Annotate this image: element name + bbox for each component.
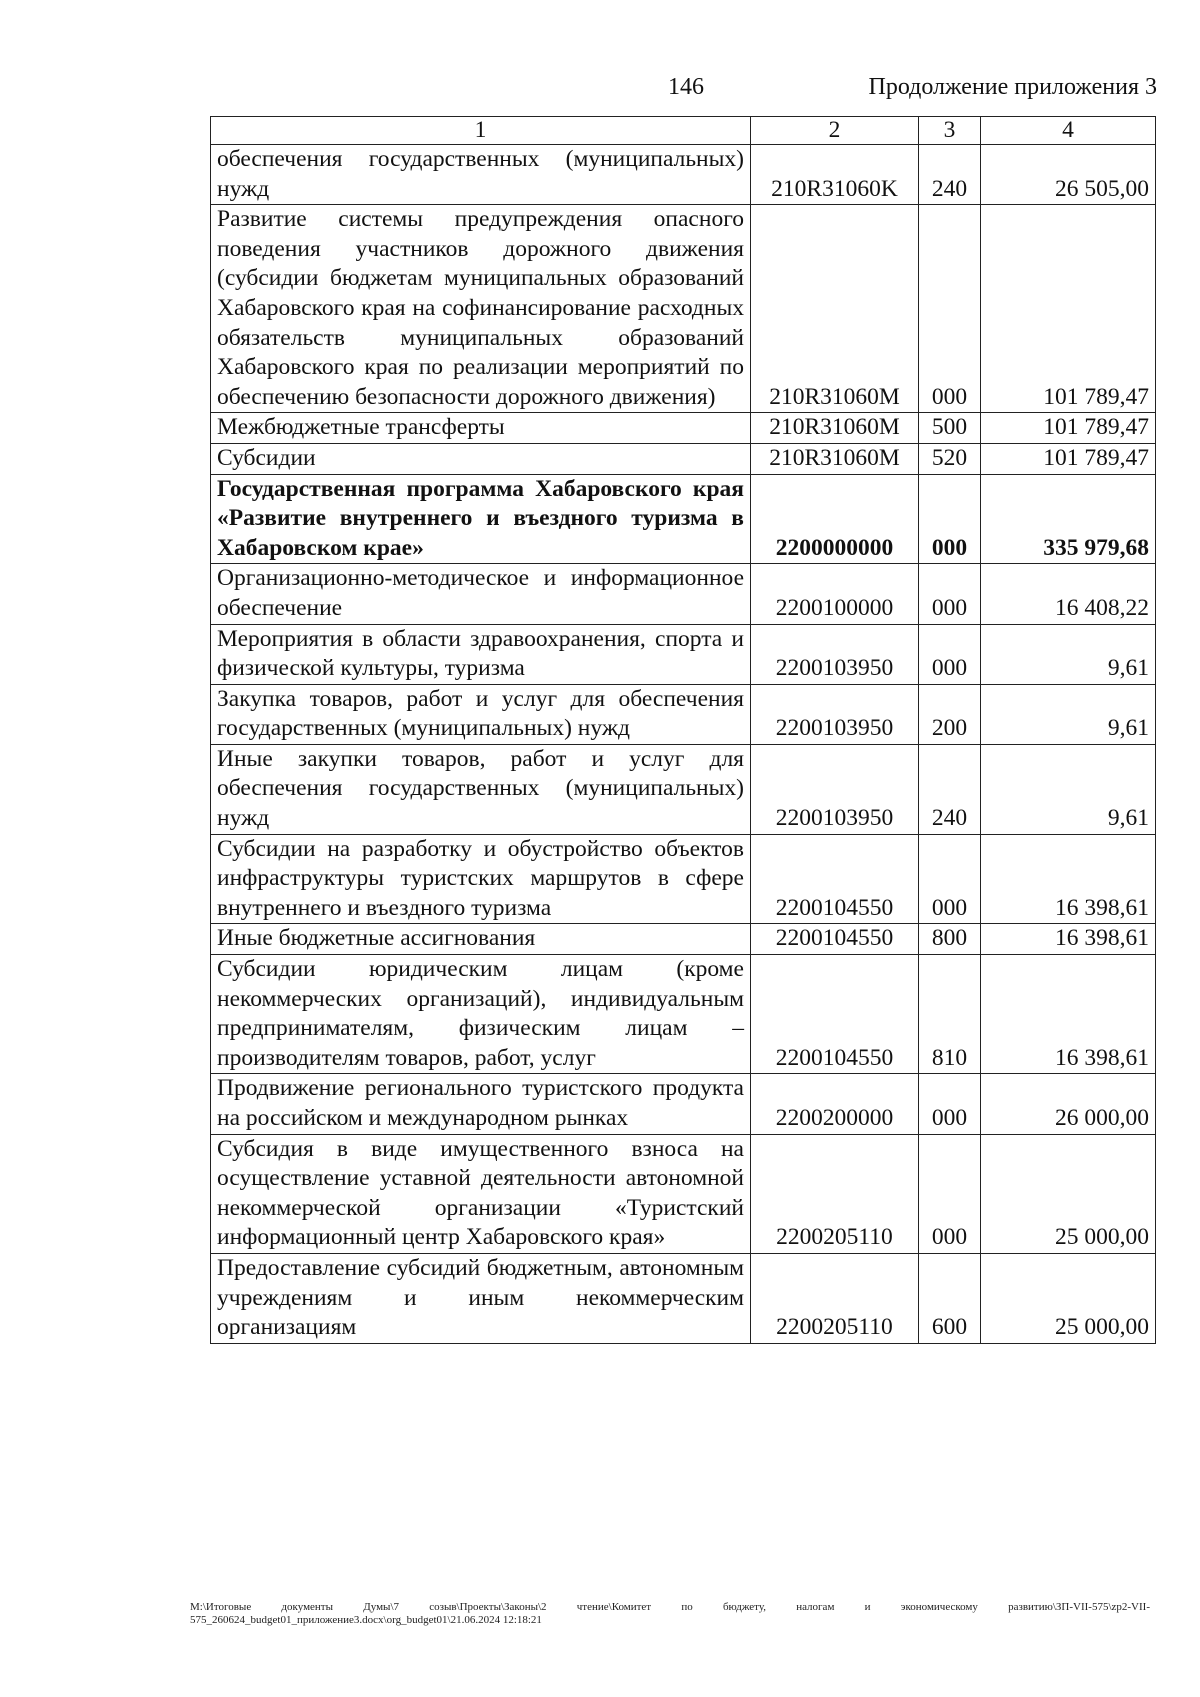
row-name-cell: Закупка товаров, работ и услуг для обеспечения государственных (муниципальных) нужд <box>211 684 751 744</box>
row-name-cell: Предоставление субсидий бюджетным, автономным учреждениям и иным некоммерческим организациям <box>211 1253 751 1343</box>
row-amount-cell: 25 000,00 <box>981 1253 1156 1343</box>
row-type-cell: 240 <box>919 744 981 834</box>
column-header-4: 4 <box>981 117 1156 145</box>
row-code-cell: 2200205110 <box>751 1134 919 1253</box>
page-number: 146 <box>668 74 704 100</box>
table-row <box>211 1134 1156 1253</box>
row-type-cell: 000 <box>919 1074 981 1134</box>
row-type-cell: 240 <box>919 145 981 205</box>
table-row <box>211 624 1156 684</box>
row-amount-cell: 335 979,68 <box>981 474 1156 564</box>
table-row <box>211 413 1156 444</box>
row-amount-cell: 16 398,61 <box>981 924 1156 955</box>
row-amount-cell: 101 789,47 <box>981 443 1156 474</box>
column-header-1: 1 <box>211 117 751 145</box>
row-code-cell: 2200205110 <box>751 1253 919 1343</box>
row-code-cell: 2200103950 <box>751 744 919 834</box>
table-row <box>211 205 1156 413</box>
row-code-cell: 2200103950 <box>751 684 919 744</box>
row-name-cell: Субсидия в виде имущественного взноса на осуществление уставной деятельности автономной некоммерческой организации «Туристский информационный центр Хабаровского края» <box>211 1134 751 1253</box>
appendix-continuation-title: Продолжение приложения 3 <box>868 74 1157 100</box>
row-name-cell: Иные закупки товаров, работ и услуг для обеспечения государственных (муниципальных) нужд <box>211 744 751 834</box>
row-code-cell: 210R31060M <box>751 205 919 413</box>
row-amount-cell: 16 398,61 <box>981 834 1156 924</box>
row-code-cell: 2200100000 <box>751 564 919 624</box>
row-name-cell: Субсидии на разработку и обустройство объектов инфраструктуры туристских маршрутов в сфере внутреннего и въездного туризма <box>211 834 751 924</box>
row-amount-cell: 26 505,00 <box>981 145 1156 205</box>
row-amount-cell: 9,61 <box>981 684 1156 744</box>
row-type-cell: 810 <box>919 955 981 1074</box>
document-file-path: M:\Итоговые документы Думы\7 созыв\Проекты\Законы\2 чтение\Комитет по бюджету, налогам и экономическому развитию\ЗП-VII-575\zp2-VII-575_260624_budget01_приложение3.docx\org_budget01\21.06.2024 12:18:21 <box>190 1601 1150 1626</box>
row-amount-cell: 16 398,61 <box>981 955 1156 1074</box>
row-code-cell: 2200000000 <box>751 474 919 564</box>
row-code-cell: 210R31060M <box>751 413 919 444</box>
row-code-cell: 2200104550 <box>751 834 919 924</box>
row-amount-cell: 101 789,47 <box>981 413 1156 444</box>
row-amount-cell: 9,61 <box>981 624 1156 684</box>
table-row <box>211 955 1156 1074</box>
row-name-cell: Субсидии <box>211 443 751 474</box>
row-amount-cell: 25 000,00 <box>981 1134 1156 1253</box>
row-name-cell: Развитие системы предупреждения опасного поведения участников дорожного движения (субсидии бюджетам муниципальных образований Хабаровского края на софинансирование расходных обязательств муниципальных образований Хабаровского края по реализации мероприятий по обеспечению безопасности дорожного движения) <box>211 205 751 413</box>
table-row <box>211 924 1156 955</box>
table-row <box>211 684 1156 744</box>
table-row <box>211 1253 1156 1343</box>
table-row <box>211 1074 1156 1134</box>
row-name-cell: Организационно-методическое и информационное обеспечение <box>211 564 751 624</box>
row-name-cell: Межбюджетные трансферты <box>211 413 751 444</box>
table-row <box>211 145 1156 205</box>
column-header-2: 2 <box>751 117 919 145</box>
row-name-cell: Продвижение регионального туристского продукта на российском и международном рынках <box>211 1074 751 1134</box>
row-code-cell: 210R31060M <box>751 443 919 474</box>
row-name-cell: Субсидии юридическим лицам (кроме некоммерческих организаций), индивидуальным предпринимателям, физическим лицам – производителям товаров, работ, услуг <box>211 955 751 1074</box>
table-row <box>211 564 1156 624</box>
row-code-cell: 2200104550 <box>751 955 919 1074</box>
row-type-cell: 000 <box>919 834 981 924</box>
row-name-cell: Государственная программа Хабаровского края «Развитие внутреннего и въездного туризма в Хабаровском крае» <box>211 474 751 564</box>
row-amount-cell: 9,61 <box>981 744 1156 834</box>
row-type-cell: 520 <box>919 443 981 474</box>
row-type-cell: 000 <box>919 474 981 564</box>
row-amount-cell: 16 408,22 <box>981 564 1156 624</box>
row-name-cell: Мероприятия в области здравоохранения, спорта и физической культуры, туризма <box>211 624 751 684</box>
row-code-cell: 210R31060K <box>751 145 919 205</box>
row-type-cell: 000 <box>919 624 981 684</box>
row-code-cell: 2200200000 <box>751 1074 919 1134</box>
row-type-cell: 000 <box>919 564 981 624</box>
table-row <box>211 474 1156 564</box>
budget-table <box>210 116 1156 1344</box>
row-name-cell: Иные бюджетные ассигнования <box>211 924 751 955</box>
row-code-cell: 2200103950 <box>751 624 919 684</box>
row-amount-cell: 101 789,47 <box>981 205 1156 413</box>
column-header-3: 3 <box>919 117 981 145</box>
table-row <box>211 744 1156 834</box>
table-body <box>211 145 1156 1344</box>
row-name-cell: обеспечения государственных (муниципальных) нужд <box>211 145 751 205</box>
row-type-cell: 800 <box>919 924 981 955</box>
row-type-cell: 600 <box>919 1253 981 1343</box>
row-type-cell: 000 <box>919 205 981 413</box>
table-row <box>211 443 1156 474</box>
column-number-row <box>211 117 1156 145</box>
table-row <box>211 834 1156 924</box>
row-code-cell: 2200104550 <box>751 924 919 955</box>
row-type-cell: 000 <box>919 1134 981 1253</box>
row-type-cell: 500 <box>919 413 981 444</box>
row-amount-cell: 26 000,00 <box>981 1074 1156 1134</box>
row-type-cell: 200 <box>919 684 981 744</box>
